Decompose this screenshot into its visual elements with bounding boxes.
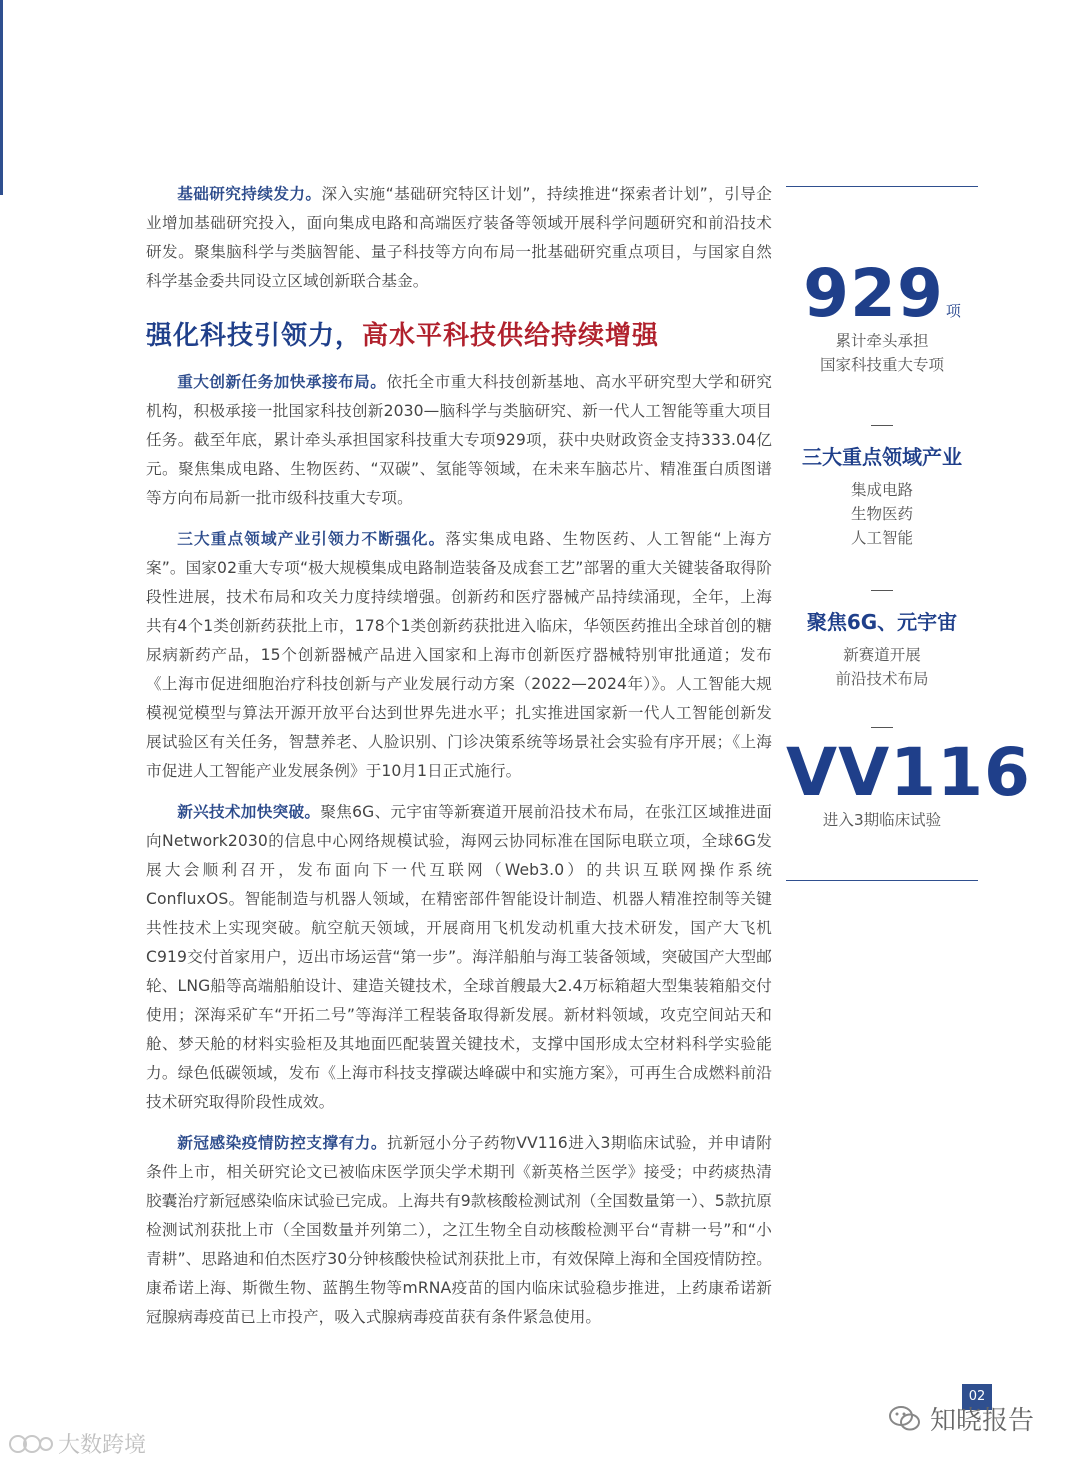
stat-929-line1: 累计牵头承担 (835, 332, 929, 350)
paragraph-major-tasks (146, 368, 772, 513)
wechat-icon (888, 1405, 922, 1433)
page-number: 02 (962, 1384, 992, 1410)
main-column (146, 180, 772, 1344)
section-title-red: 高水平科技供给持续增强 (362, 321, 660, 351)
stat-vv116-line1: 进入3期临床试验 (822, 811, 942, 829)
stat-industry-item: 集成电路 (850, 481, 913, 499)
watermark-right (888, 1400, 1034, 1437)
paragraph-basic-research (146, 180, 772, 296)
sidebar-divider (871, 590, 893, 591)
stat-industry-item: 生物医药 (850, 505, 913, 523)
stat-three-industries-title: 三大重点领域产业 (802, 445, 962, 469)
stat-6g-title: 聚焦6G、元宇宙 (806, 610, 958, 634)
section-title-blue: 强化科技引领力， (146, 321, 363, 351)
paragraph-lead: 重大创新任务加快承接布局。 (177, 373, 387, 391)
paragraph-text: 聚焦6G、元宇宙等新赛道开展前沿技术布局，在张江区域推进面向Network2030的信息中心网络规模试验，海网云协同标准在国际电联立项，全球6G发展大会顺利召开，发布面向下一代互联网（Web3.0）的共识互联网操作系统ConfluxOS。智能制造与机器人领域，在精密部件智能设计制造、机器人精准控制等关键共性技术上实现突破。航空航天领域，开展商用飞机发动机重大技术研发，国产大飞机C919交付首家用户，迈出市场运营“第一步”。海洋船舶与海工装备领域，突破国产大型邮轮、LNG船等高端船舶设计、建造关键技术，全球首艘最大2.4万标箱超大型集装箱船交付使用；深海采矿车“开拓二号”等海洋工程装备取得新发展。新材料领域，攻克空间站天和舱、梦天舱的材料实验柜及其地面匹配装置关键技术，支撑中国形成太空材料科学实验能力。绿色低碳领域，发布《上海市科技支撑碳达峰碳中和实施方案》，可再生合成燃料前沿技术研究取得阶段性成效。 (146, 803, 772, 1111)
stat-929-unit: 项 (945, 302, 961, 320)
paragraph-lead: 基础研究持续发力。 (177, 185, 322, 203)
watermark-left-text: 大数跨境 (58, 1433, 147, 1458)
paragraph-emerging-tech (146, 798, 772, 1117)
stat-vv116 (786, 734, 1031, 832)
sidebar-bottom-rule (786, 880, 978, 881)
section-title (146, 318, 772, 354)
stat-929-value: 929 (803, 255, 944, 332)
paragraph-three-industries (146, 525, 772, 786)
paragraph-text: 落实集成电路、生物医药、人工智能“上海方案”。国家02重大专项“极大规模集成电路制造装备及成套工艺”部署的重大关键装备取得阶段性进展，技术布局和攻关力度持续增强。创新药和医疗器械产品持续涌现，全年，上海共有4个1类创新药获批上市，178个1类创新药获批进入临床，华领医药推出全球首创的糖尿病新药产品，15个创新器械产品进入国家和上海市创新医疗器械特别审批通道；发布《上海市促进细胞治疗科技创新与产业发展行动方案（2022—2024年）》。人工智能大规模视觉模型与算法开源开放平台达到世界先进水平；扎实推进国家新一代人工智能创新发展试验区有关任务，智慧养老、人脸识别、门诊决策系统等场景社会实验有序开展；《上海市促进人工智能产业发展条例》于10月1日正式施行。 (146, 530, 772, 780)
stat-three-industries (786, 442, 978, 550)
stat-6g-metaverse (786, 607, 978, 691)
stat-6g-item: 新赛道开展 (843, 646, 921, 664)
paragraph-covid (146, 1129, 772, 1332)
paragraph-text: 抗新冠小分子药物VV116进入3期临床试验，并申请附条件上市，相关研究论文已被临床医学顶尖学术期刊《新英格兰医学》接受；中药痰热清胶囊治疗新冠感染临床试验已完成。上海共有9款核酸检测试剂（全国数量第一）、5款抗原检测试剂获批上市（全国数量并列第二），之江生物全自动核酸检测平台“青耕一号”和“小青耕”、思路迪和伯杰医疗30分钟核酸快检试剂获批上市，有效保障上海和全国疫情防控。康希诺上海、斯微生物、蓝鹊生物等mRNA疫苗的国内临床试验稳步推进，上药康希诺新冠腺病毒疫苗已上市投产，吸入式腺病毒疫苗获有条件紧急使用。 (146, 1134, 772, 1326)
watermark-left (8, 1428, 146, 1459)
paragraph-lead: 三大重点领域产业引领力不断强化。 (177, 530, 446, 548)
sidebar-divider (871, 727, 893, 728)
watermark-right-text: 知晓报告 (930, 1406, 1035, 1436)
sidebar-top-rule (786, 186, 978, 187)
paragraph-text: 深入实施“基础研究特区计划”，持续推进“探索者计划”，引导企业增加基础研究投入，面向集成电路和高端医疗装备等领域开展科学问题研究和前沿技术研发。聚集脑科学与类脑智能、量子科技等方向布局一批基础研究重点项目，与国家自然科学基金委共同设立区域创新联合基金。 (146, 185, 772, 290)
stat-vv116-value: VV116 (786, 734, 1031, 811)
stat-929 (786, 255, 978, 377)
brand-logo-icon (8, 1430, 54, 1458)
paragraph-text: 依托全市重大科技创新基地、高水平研究型大学和研究机构，积极承接一批国家科技创新2030—脑科学与类脑研究、新一代人工智能等重大项目任务。截至年底，累计牵头承担国家科技重大专项929项，获中央财政资金支持333.04亿元。聚焦集成电路、生物医药、“双碳”、氢能等领域，在未来车脑芯片、精准蛋白质图谱等方向布局新一批市级科技重大专项。 (146, 373, 772, 507)
left-edge-rule (0, 0, 3, 195)
paragraph-lead: 新兴技术加快突破。 (177, 803, 321, 821)
stat-929-line2: 国家科技重大专项 (819, 356, 944, 374)
sidebar-divider (871, 425, 893, 426)
stat-industry-item: 人工智能 (850, 529, 913, 547)
stat-6g-item: 前沿技术布局 (835, 670, 929, 688)
sidebar-stats (786, 186, 1031, 881)
paragraph-lead: 新冠感染疫情防控支撑有力。 (177, 1134, 388, 1152)
